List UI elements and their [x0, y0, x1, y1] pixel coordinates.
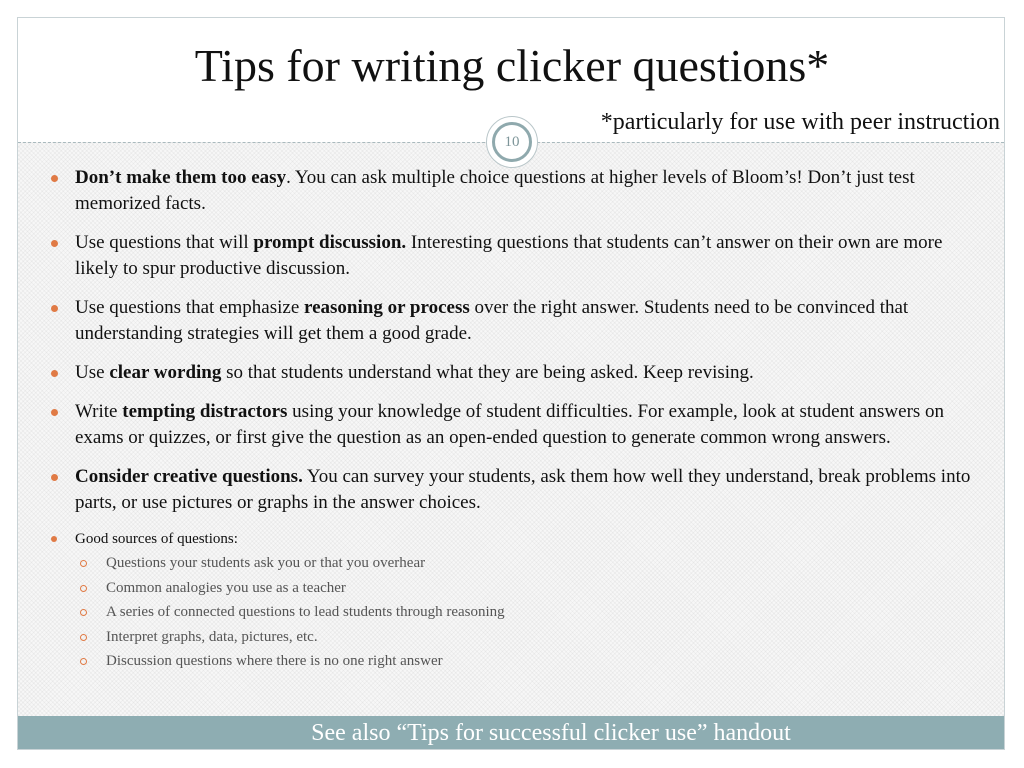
footer-text: See also “Tips for successful clicker use” handout: [311, 719, 791, 746]
source-item: [75, 625, 978, 650]
bullet-text: Interesting questions that students can’t answer on their own are more likely to spur productive discussion.: [75, 232, 943, 279]
source-item-text: Discussion questions where there is no one right answer: [106, 653, 443, 669]
bullet-bold: Consider creative questions.: [75, 466, 303, 487]
footer-bar: [18, 716, 1004, 749]
bullet-text: over the right answer. Students need to be convinced that understanding strategies will get them a good grade.: [75, 297, 909, 344]
bullet-text: Use: [75, 362, 110, 383]
bullet-dot-icon: [51, 305, 58, 312]
bullet-bold: Don’t make them too easy: [75, 167, 287, 188]
bullet-dot-icon: [51, 175, 58, 182]
bullet-dot-icon: [51, 474, 58, 481]
bullet-dot-icon: [51, 240, 58, 247]
bullet-bold: reasoning or process: [304, 297, 470, 318]
bullet-dot-icon: [51, 536, 57, 542]
ring-bullet-icon: [80, 658, 87, 665]
bullet-item: [48, 165, 978, 217]
page-number-badge: [486, 116, 538, 168]
bullet-item: [48, 464, 978, 516]
source-item-text: Common analogies you use as a teacher: [106, 579, 346, 596]
bullet-text: Write: [75, 401, 123, 422]
source-item: [75, 551, 978, 576]
bullet-bold: prompt discussion.: [253, 232, 407, 253]
bullet-bold: clear wording: [109, 362, 222, 383]
bullet-text: Use questions that will: [75, 232, 254, 253]
bullet-item: [48, 360, 978, 386]
slide-title: Tips for writing clicker questions*: [194, 40, 830, 91]
bullet-text: using your knowledge of student difficulties. For example, look at student answers on exams or quizzes, or first give the question as an open-ended question to generate common wrong answers.: [75, 401, 945, 448]
source-item-text: Questions your students ask you or that you overhear: [106, 555, 426, 571]
ring-bullet-icon: [80, 634, 87, 641]
sources-bullet: [48, 529, 978, 674]
source-item: [75, 600, 978, 625]
bullet-dot-icon: [51, 370, 58, 377]
ring-bullet-icon: [80, 609, 87, 616]
slide-subtitle: *particularly for use with peer instruction: [600, 109, 1000, 135]
sources-list: [75, 551, 978, 674]
bullet-item: [48, 295, 978, 347]
bullet-item: [48, 399, 978, 451]
bullet-dot-icon: [51, 409, 58, 416]
bullet-bold: tempting distractors: [122, 401, 288, 422]
sources-label: Good sources of questions:: [75, 531, 238, 547]
source-item-text: Interpret graphs, data, pictures, etc.: [106, 628, 318, 645]
source-item: [75, 649, 978, 674]
bullet-list: [48, 165, 978, 676]
bullet-text: . You can ask multiple choice questions at higher levels of Bloom’s! Don’t just test memorized facts.: [75, 167, 915, 214]
bullet-text: Use questions that emphasize: [75, 297, 305, 318]
ring-bullet-icon: [80, 585, 87, 592]
bullet-item: [48, 230, 978, 282]
ring-bullet-icon: [80, 560, 87, 567]
source-item: [75, 576, 978, 601]
bullet-text: You can survey your students, ask them how well they understand, break problems into parts, or use pictures or graphs in the answer choices.: [75, 466, 971, 513]
page-number: 10: [492, 122, 532, 162]
bullet-text: so that students understand what they are being asked. Keep revising.: [221, 362, 754, 383]
source-item-text: A series of connected questions to lead students through reasoning: [106, 604, 505, 620]
